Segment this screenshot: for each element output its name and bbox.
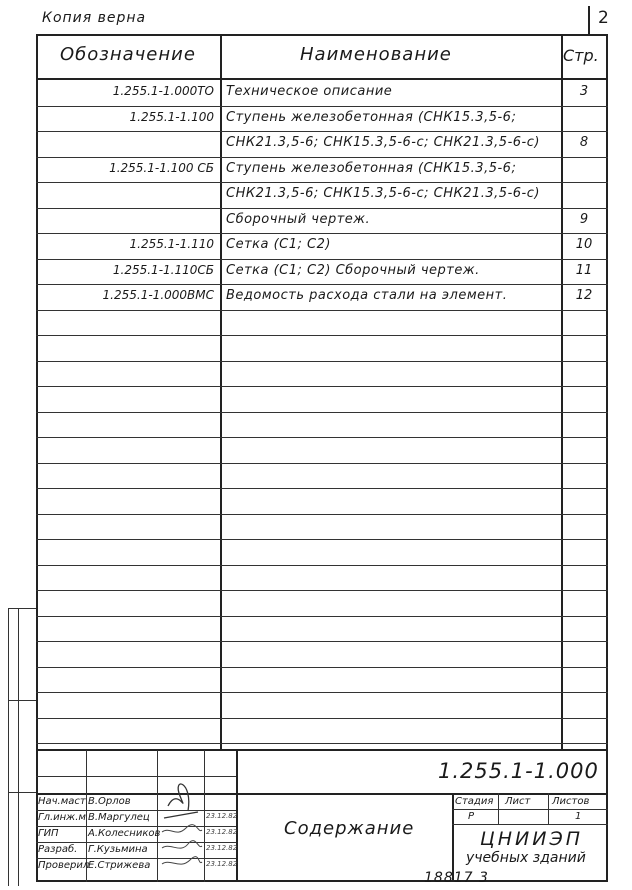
row-line: [36, 641, 608, 642]
row-line: [36, 616, 608, 617]
row-line: [36, 463, 608, 464]
person-name: Г.Кузьмина: [88, 844, 148, 855]
signature-scribbles: [158, 776, 236, 882]
row-line: [36, 106, 608, 107]
binding-line: [8, 608, 9, 886]
row-designation: 1.255.1-1.000ВМС: [102, 288, 214, 302]
row-name: Сборочный чертеж.: [226, 212, 371, 227]
row-line: [36, 565, 608, 566]
row-name: Техническое описание: [226, 84, 393, 99]
col-divider-1: [220, 34, 222, 750]
row-designation: 1.255.1-1.100 СБ: [109, 161, 214, 175]
row-page: 11: [575, 263, 593, 278]
org-sub: учебных зданий: [466, 850, 586, 866]
binding-tick: [8, 608, 36, 609]
row-designation: 1.255.1-1.110: [129, 237, 214, 251]
binding-tick: [8, 792, 36, 793]
tb-stage-col: [498, 793, 499, 824]
person-date: 23.12.82: [206, 812, 238, 820]
row-line: [36, 386, 608, 387]
tb-stage-line: [452, 824, 608, 825]
person-name: Е.Стрижева: [88, 860, 151, 871]
sheet-number-divider: [588, 6, 590, 34]
row-line: [36, 310, 608, 311]
sheets-label: Листов: [552, 796, 590, 807]
header-page: Стр.: [563, 46, 599, 65]
row-name: СНК21.3,5-6; СНК15.3,5-6-с; СНК21.3,5-6-с): [226, 135, 540, 150]
tb-main-rule: [36, 793, 608, 795]
row-line: [36, 667, 608, 668]
doc-title: Содержание: [284, 818, 415, 839]
person-date: 23.12.82: [206, 844, 238, 852]
person-role: Гл.инж.м: [38, 812, 86, 823]
row-name: Ведомость расхода стали на элемент.: [226, 288, 508, 303]
row-line: [36, 182, 608, 183]
person-role: Проверил: [38, 860, 90, 871]
row-line: [36, 233, 608, 234]
row-name: Сетка (С1; С2) Сборочный чертеж.: [226, 263, 480, 278]
row-line: [36, 412, 608, 413]
tb-stage-col: [548, 793, 549, 824]
row-line: [36, 361, 608, 362]
row-page: 3: [579, 84, 589, 99]
row-line: [36, 692, 608, 693]
tb-right-col: [452, 793, 454, 882]
person-name: В.Орлов: [88, 796, 131, 807]
copy-stamp: Копия верна: [42, 10, 147, 26]
row-name: СНК21.3,5-6; СНК15.3,5-6-с; СНК21.3,5-6-с): [226, 186, 540, 201]
person-date: 23.12.82: [206, 828, 238, 836]
row-line: [36, 284, 608, 285]
person-date: 23.12.82: [206, 860, 238, 868]
org-name: ЦНИИЭП: [480, 828, 584, 850]
sheets-value: 1: [575, 811, 582, 822]
row-name: Сетка (С1; С2): [226, 237, 331, 252]
header-name: Наименование: [300, 44, 452, 65]
row-page: 10: [575, 237, 593, 252]
row-line: [36, 539, 608, 540]
person-name: В.Маргулец: [88, 812, 150, 823]
row-line: [36, 131, 608, 132]
sheet-label: Лист: [505, 796, 531, 807]
stage-value: Р: [468, 811, 475, 822]
row-line: [36, 259, 608, 260]
row-page: 9: [579, 212, 589, 227]
row-designation: 1.255.1-1.100: [129, 110, 214, 124]
row-designation: 1.255.1-1.000ТО: [112, 84, 214, 98]
person-role: ГИП: [38, 828, 59, 839]
stage-label: Стадия: [455, 796, 494, 807]
row-line: [36, 335, 608, 336]
sheet-number: 2: [598, 8, 609, 28]
person-name: А.Колесников: [88, 828, 161, 839]
doc-code: 1.255.1-1.000: [438, 759, 599, 783]
binding-tick: [8, 700, 36, 701]
row-line: [36, 208, 608, 209]
row-line: [36, 718, 608, 719]
person-role: Нач.маст: [38, 796, 86, 807]
inventory-number: 18817 3: [424, 870, 489, 886]
row-designation: 1.255.1-1.110СБ: [112, 263, 214, 277]
binding-line: [18, 608, 19, 886]
row-line: [36, 437, 608, 438]
row-line: [36, 514, 608, 515]
row-line: [36, 590, 608, 591]
row-name: Ступень железобетонная (СНК15.3,5-6;: [226, 110, 517, 125]
header-rule: [36, 78, 608, 80]
header-designation: Обозначение: [60, 44, 196, 65]
row-page: 12: [575, 288, 593, 303]
row-name: Ступень железобетонная (СНК15.3,5-6;: [226, 161, 517, 176]
row-line: [36, 743, 608, 744]
row-line: [36, 488, 608, 489]
title-block-top: [36, 749, 608, 751]
row-line: [36, 157, 608, 158]
row-page: 8: [579, 135, 589, 150]
tb-stage-line: [452, 809, 608, 810]
person-role: Разраб.: [38, 844, 78, 855]
